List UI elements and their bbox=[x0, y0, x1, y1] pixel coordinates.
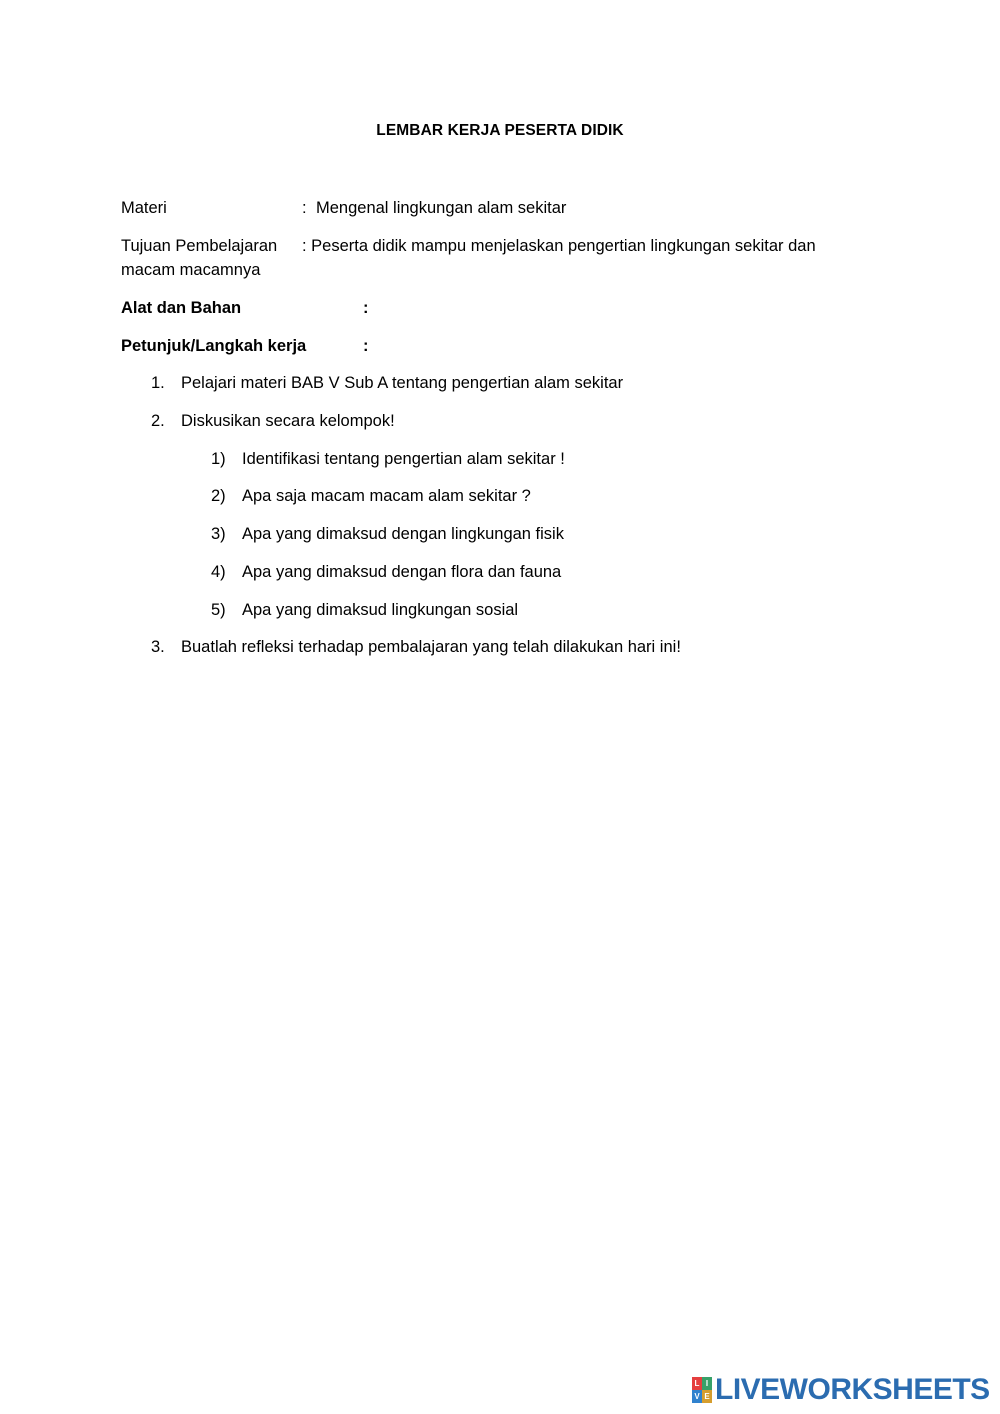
liveworksheets-logo[interactable] bbox=[692, 1373, 990, 1407]
tujuan-value: : Peserta didik mampu menjelaskan pengertian lingkungan sekitar dan bbox=[302, 237, 816, 255]
tujuan-continuation: macam macamnya bbox=[121, 261, 261, 279]
substep-number: 2) bbox=[211, 487, 226, 505]
petunjuk-colon: : bbox=[363, 337, 369, 355]
substep-text: Apa yang dimaksud dengan lingkungan fisik bbox=[242, 525, 564, 543]
step-text: Buatlah refleksi terhadap pembalajaran yang telah dilakukan hari ini! bbox=[181, 638, 681, 656]
logo-letter: V bbox=[692, 1390, 702, 1403]
substep-number: 1) bbox=[211, 450, 226, 468]
materi-value: Mengenal lingkungan alam sekitar bbox=[316, 199, 567, 217]
petunjuk-label: Petunjuk/Langkah kerja bbox=[121, 337, 307, 355]
step-number: 2. bbox=[151, 412, 165, 430]
alat-label: Alat dan Bahan bbox=[121, 299, 242, 317]
materi-colon: : bbox=[302, 199, 307, 217]
tujuan-label: Tujuan Pembelajaran bbox=[121, 237, 278, 255]
alat-colon: : bbox=[363, 299, 369, 317]
logo-letter: L bbox=[692, 1377, 702, 1390]
step-text: Pelajari materi BAB V Sub A tentang pengertian alam sekitar bbox=[181, 374, 624, 392]
logo-text: LIVEWORKSHEETS bbox=[715, 1373, 990, 1406]
logo-letter: I bbox=[702, 1377, 712, 1390]
substep-number: 5) bbox=[211, 601, 226, 619]
step-number: 1. bbox=[151, 374, 165, 392]
materi-label: Materi bbox=[121, 199, 167, 217]
substep-text: Identifikasi tentang pengertian alam sekitar ! bbox=[242, 450, 565, 468]
page-title: LEMBAR KERJA PESERTA DIDIK bbox=[376, 122, 624, 139]
substep-text: Apa yang dimaksud lingkungan sosial bbox=[242, 601, 519, 619]
substep-text: Apa yang dimaksud dengan flora dan fauna bbox=[242, 563, 562, 581]
substep-text: Apa saja macam macam alam sekitar ? bbox=[242, 487, 531, 505]
step-number: 3. bbox=[151, 638, 165, 656]
substep-number: 3) bbox=[211, 525, 226, 543]
logo-mark-icon bbox=[692, 1377, 712, 1403]
logo-letter: E bbox=[702, 1390, 712, 1403]
substep-number: 4) bbox=[211, 563, 226, 581]
step-text: Diskusikan secara kelompok! bbox=[181, 412, 395, 430]
